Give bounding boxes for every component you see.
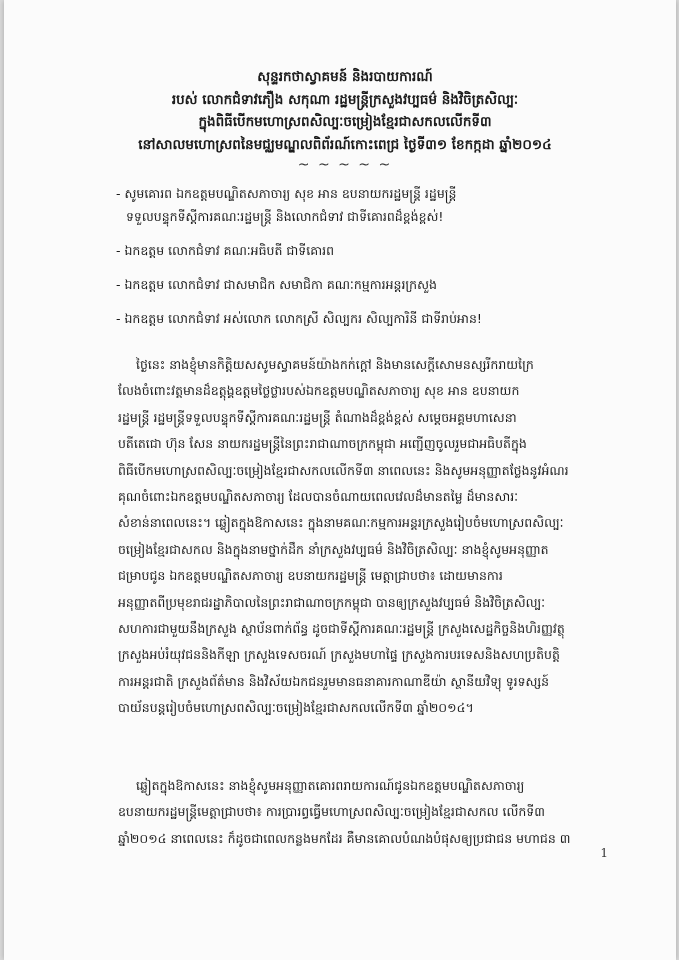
body-paragraph-2 <box>118 773 654 852</box>
paragraph-line: សំខាន់នាពេលនេះ។ ឆ្លៀតក្នុងឱកាសនេះ ក្នុងនាមគណៈកម្មការអន្តរក្រសួងរៀបចំមហោស្រពសិល្បៈ <box>118 515 564 531</box>
document-page <box>4 0 676 960</box>
paragraph-line: សហការជាមួយនឹងក្រសួង ស្ថាប័នពាក់ព័ន្ធ ដូចជាទីស្តីការគណៈរដ្ឋមន្ត្រី ក្រសួងសេដ្ឋកិច្ចនិងហិរញ្ញវត្ថុ <box>118 621 565 637</box>
paragraph-line: រដ្ឋមន្ត្រី រដ្ឋមន្ត្រីទទួលបន្ទុកទីស្តីការគណៈរដ្ឋមន្ត្រី តំណាងដ៏ខ្ពង់ខ្ពស់ សម្តេចអគ្គមហាសេនា <box>118 409 517 425</box>
paragraph-line: ឧបនាយករដ្ឋមន្ត្រីមេត្តាជ្រាបថា៖ ការប្រារព្ធធ្វើមហោស្រពសិល្បៈចម្រៀងខ្មែរជាសកល លើកទី៣ <box>118 804 545 820</box>
paragraph-line: គុណចំពោះឯកឧត្តមបណ្ឌិតសភាចារ្យ ដែលបានចំណាយពេលវេលដ៏មានតម្លៃ ដ៏មានសារៈ <box>118 489 519 505</box>
page-number: 1 <box>600 846 608 860</box>
title-line: ក្នុងពិធីបើកមហោស្រពសិល្បៈចម្រៀងខ្មែរជាសកលលើកទី៣ <box>198 114 492 130</box>
paragraph-line: ឆ្លៀតក្នុងឱកាសនេះ នាងខ្ញុំសូមអនុញ្ញាតគោរពរាយការណ៍ជូនឯកឧត្តមបណ្ឌិតសភាចារ្យ <box>136 778 525 793</box>
title-line: សុន្ទរកថាស្វាគមន៍ និងរបាយការណ៍ <box>257 69 433 85</box>
title-separator: ~ ~ ~ ~ ~ <box>297 157 393 173</box>
greetings-list <box>116 182 652 330</box>
paragraph-line: ជម្រាបជូន ឯកឧត្តមបណ្ឌិតសភាចារ្យ ឧបនាយករដ្ឋមន្ត្រី មេត្តាជ្រាបថា៖ ដោយមានការ <box>118 568 503 584</box>
title-line: របស់ លោកជំទាវភឿង សកុណា រដ្ឋមន្ត្រីក្រសួងវប្បធម៌ និងវិចិត្រសិល្បៈ <box>171 91 519 108</box>
greeting-line: - ឯកឧត្តម លោកជំទាវ គណៈអធិបតី ជាទីគោរព <box>116 243 335 258</box>
body-paragraph-1 <box>118 352 654 722</box>
greeting-line: ទទួលបន្ទុកទីស្តីការគណៈរដ្ឋមន្ត្រី និងលោកជំទាវ ជាទីគោរពដ៏ខ្ពង់ខ្ពស់! <box>126 209 444 224</box>
paragraph-line: អនុញ្ញាតពីប្រមុខរាជរដ្ឋាភិបាលនៃព្រះរាជាណាចក្រកម្ពុជា បានឲ្យក្រសួងវប្បធម៌ និងវិចិត្រសិល្បៈ <box>118 594 546 610</box>
title-line: នៅសាលមហោស្រពនៃមជ្ឈមណ្ឌលពិព័រណ៍កោះពេជ្រ ថ្ងៃទី៣១ ខែកក្កដា ឆ្នាំ២០១៤ <box>138 136 552 153</box>
paragraph-line: បតីតេជោ ហ៊ុន សែន នាយករដ្ឋមន្ត្រីនៃព្រះរាជាណាចក្រកម្ពុជា អញ្ជើញចូលរួមជាអធិបតីក្នុង <box>118 436 527 452</box>
paragraph-line: ពិធីបើកមហោស្រពសិល្បៈចម្រៀងខ្មែរជាសកលលើកទី៣ នាពេលនេះ និងសូមអនុញ្ញាតថ្លែងនូវអំណរ <box>118 462 569 478</box>
paragraph-line: ចម្រៀងខ្មែរជាសកល និងក្នុងនាមថ្នាក់ដឹក នាំក្រសួងវប្បធម៌ និងវិចិត្រសិល្បៈ នាងខ្ញុំសូមអនុញ្ញាត <box>118 541 549 557</box>
greeting-line: - សូមគោរព ឯកឧត្តមបណ្ឌិតសភាចារ្យ សុខ អាន ឧបនាយករដ្ឋមន្ត្រី រដ្ឋមន្ត្រី <box>116 186 457 201</box>
paragraph-line: បាយ័នបន្តរៀបចំមហោស្រពសិល្បៈចម្រៀងខ្មែរជាសកលលើកទី៣ ឆ្នាំ២០១៤។ <box>118 700 474 716</box>
paragraph-line: លែងចំពោះវត្តមានដ៏ឧត្តុង្គឧត្តមថ្លៃថ្លារបស់ឯកឧត្តមបណ្ឌិតសភាចារ្យ សុខ អាន ឧបនាយក <box>118 383 520 399</box>
paragraph-line: ការអន្តរជាតិ ក្រសួងព័ត៌មាន និងវិស័យឯកជនរួមមានធនាគារកាណាឌីយ៉ា ស្ថានីយវិទ្យុ ទូរទស្សន៍ <box>118 673 550 689</box>
paragraph-line: ឆ្នាំ២០១៤ នាពេលនេះ ក៏ដូចជាពេលកន្លងមកដែរ គឺមានគោលបំណងបំផុសឲ្យប្រជាជន មហាជន ៣ <box>118 830 571 846</box>
greeting-line: - ឯកឧត្តម លោកជំទាវ ជាសមាជិក សមាជិកា គណៈកម្មការអន្តរក្រសួង <box>116 277 437 292</box>
paragraph-line: ក្រសួងអប់រំយុវជននិងកីឡា ក្រសួងទេសចរណ៍ ក្រសួងមហាផ្ទៃ ក្រសួងការបរទេសនិងសហប្រតិបត្តិ <box>118 647 560 663</box>
paragraph-line: ថ្ងៃនេះ នាងខ្ញុំមានកិត្តិយសសូមស្វាគមន៍យ៉ាងកក់ក្តៅ និងមានសេក្តីសោមនស្សរីករាយក្រៃ <box>136 357 534 372</box>
speech-title <box>44 66 646 172</box>
greeting-line: - ឯកឧត្តម លោកជំទាវ អស់លោក លោកស្រី សិល្បករ សិល្បការិនី ជាទីរាប់អាន! <box>116 311 482 326</box>
